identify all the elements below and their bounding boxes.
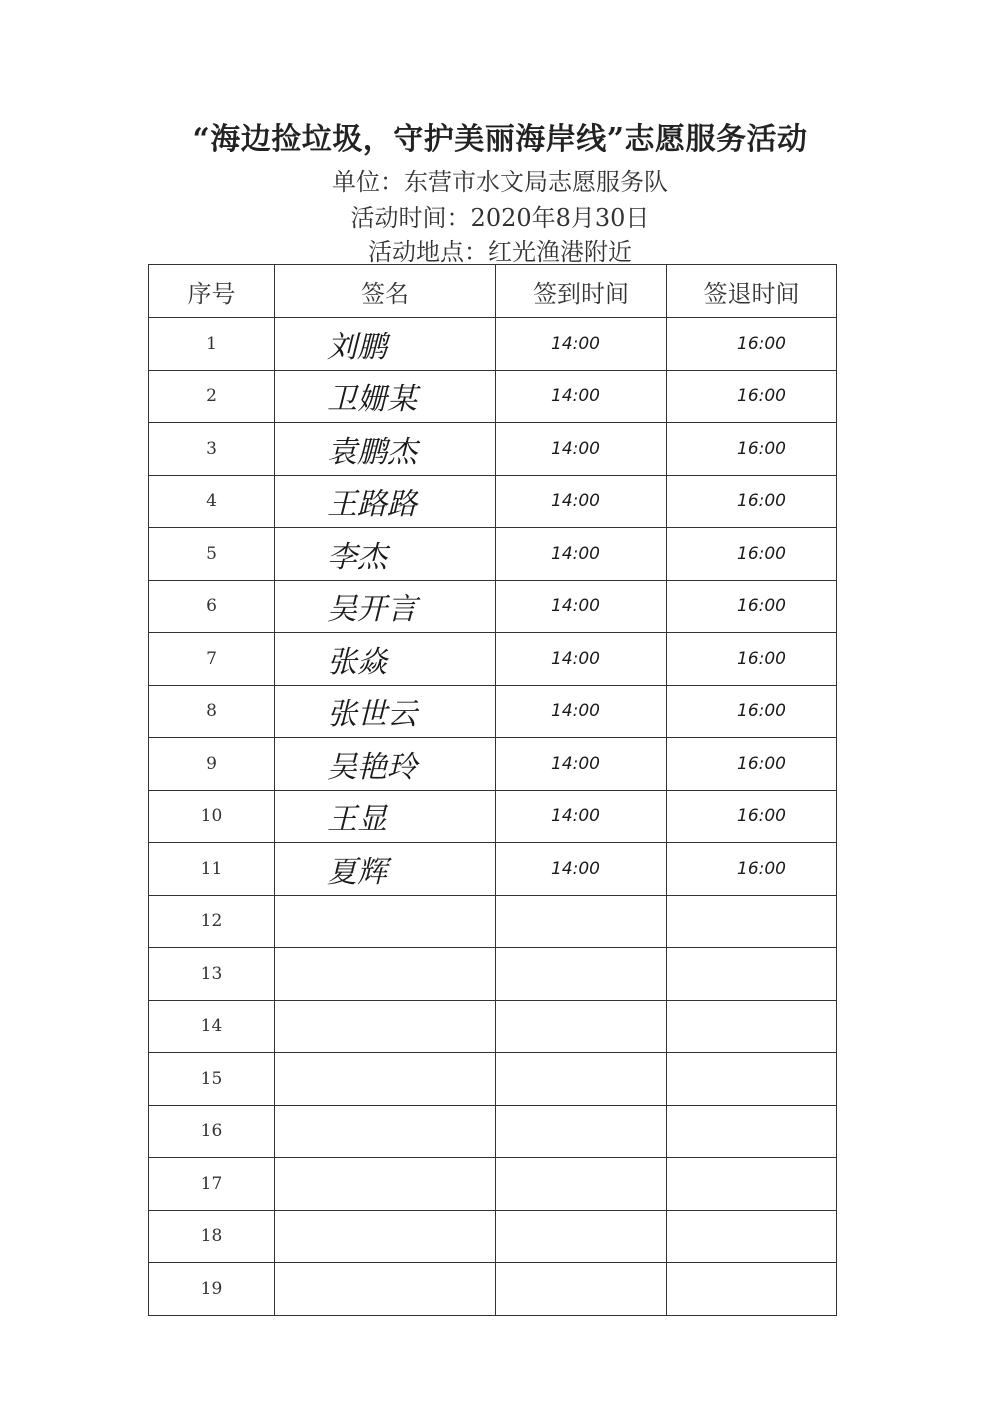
check-in-time-cell: [496, 1000, 667, 1053]
table-row: [149, 1000, 837, 1053]
row-number: 4: [149, 475, 275, 528]
signature-cell: 张世云: [275, 685, 496, 738]
check-out-time-cell: [667, 1158, 837, 1211]
check-out-time-cell: 16:00: [667, 685, 837, 738]
check-out-time-cell: 16:00: [667, 528, 837, 581]
check-in-time-cell: [496, 1158, 667, 1211]
check-out-time-cell: 16:00: [667, 843, 837, 896]
table-row: [149, 528, 837, 581]
check-in-time-cell: 14:00: [496, 528, 667, 581]
check-out-time-cell: 16:00: [667, 475, 837, 528]
table-row: [149, 738, 837, 791]
signature-cell: [275, 1053, 496, 1106]
check-in-time-cell: 14:00: [496, 790, 667, 843]
table-row: [149, 475, 837, 528]
check-in-time-cell: 14:00: [496, 370, 667, 423]
table-row: [149, 948, 837, 1001]
check-out-time-cell: 16:00: [667, 633, 837, 686]
table-row: [149, 1210, 837, 1263]
signature-cell: [275, 1000, 496, 1053]
document-title: “海边捡垃圾，守护美丽海岸线”志愿服务活动: [192, 122, 808, 157]
check-out-time-cell: [667, 1105, 837, 1158]
header-check-in-time: 签到时间: [496, 265, 667, 318]
table-row: [149, 685, 837, 738]
table-body: [149, 318, 837, 1316]
check-in-time-cell: [496, 895, 667, 948]
signature-cell: 吴艳玲: [275, 738, 496, 791]
check-out-time-cell: 16:00: [667, 423, 837, 476]
check-in-time-cell: 14:00: [496, 423, 667, 476]
check-out-time-cell: [667, 948, 837, 1001]
table-row: [149, 1263, 837, 1316]
row-number: 5: [149, 528, 275, 581]
signature-cell: 王显: [275, 790, 496, 843]
check-out-time-cell: [667, 1210, 837, 1263]
row-number: 10: [149, 790, 275, 843]
signature-cell: [275, 1105, 496, 1158]
check-out-time-cell: [667, 1000, 837, 1053]
row-number: 1: [149, 318, 275, 371]
row-number: 6: [149, 580, 275, 633]
check-in-time-cell: 14:00: [496, 685, 667, 738]
signature-cell: 李杰: [275, 528, 496, 581]
table-row: [149, 370, 837, 423]
check-out-time-cell: 16:00: [667, 790, 837, 843]
table-row: [149, 1158, 837, 1211]
check-out-time-cell: [667, 895, 837, 948]
row-number: 13: [149, 948, 275, 1001]
row-number: 16: [149, 1105, 275, 1158]
check-in-time-cell: 14:00: [496, 580, 667, 633]
signature-cell: [275, 1263, 496, 1316]
location-line: 活动地点：红光渔港附近: [368, 238, 632, 266]
row-number: 18: [149, 1210, 275, 1263]
signature-cell: [275, 1158, 496, 1211]
signature-cell: 卫姗某: [275, 370, 496, 423]
check-in-time-cell: 14:00: [496, 475, 667, 528]
signature-cell: 张焱: [275, 633, 496, 686]
row-number: 9: [149, 738, 275, 791]
table-row: [149, 1053, 837, 1106]
check-in-time-cell: [496, 1105, 667, 1158]
signature-cell: [275, 895, 496, 948]
row-number: 15: [149, 1053, 275, 1106]
row-number: 3: [149, 423, 275, 476]
row-number: 7: [149, 633, 275, 686]
signature-cell: [275, 1210, 496, 1263]
check-in-time-cell: 14:00: [496, 738, 667, 791]
row-number: 11: [149, 843, 275, 896]
row-number: 19: [149, 1263, 275, 1316]
table-row: [149, 790, 837, 843]
check-in-time-cell: 14:00: [496, 843, 667, 896]
unit-line: 单位：东营市水文局志愿服务队: [332, 168, 668, 196]
signature-cell: [275, 948, 496, 1001]
row-number: 17: [149, 1158, 275, 1211]
signature-cell: 王路路: [275, 475, 496, 528]
check-in-time-cell: [496, 1210, 667, 1263]
check-in-time-cell: 14:00: [496, 633, 667, 686]
check-out-time-cell: [667, 1263, 837, 1316]
row-number: 12: [149, 895, 275, 948]
table-row: [149, 580, 837, 633]
check-out-time-cell: 16:00: [667, 738, 837, 791]
signature-cell: 吴开言: [275, 580, 496, 633]
check-out-time-cell: [667, 1053, 837, 1106]
header-check-out-time: 签退时间: [667, 265, 837, 318]
table-row: [149, 423, 837, 476]
check-in-time-cell: [496, 948, 667, 1001]
signature-cell: 袁鹏杰: [275, 423, 496, 476]
date-line: 活动时间：2020年8月30日: [350, 204, 650, 232]
check-in-time-cell: [496, 1053, 667, 1106]
signature-cell: 刘鹏: [275, 318, 496, 371]
header-number: 序号: [149, 265, 275, 318]
header-row: [149, 265, 837, 318]
check-in-time-cell: [496, 1263, 667, 1316]
row-number: 8: [149, 685, 275, 738]
table-row: [149, 895, 837, 948]
table-row: [149, 633, 837, 686]
check-in-time-cell: 14:00: [496, 318, 667, 371]
check-out-time-cell: 16:00: [667, 580, 837, 633]
table-row: [149, 1105, 837, 1158]
row-number: 2: [149, 370, 275, 423]
check-out-time-cell: 16:00: [667, 318, 837, 371]
check-out-time-cell: 16:00: [667, 370, 837, 423]
row-number: 14: [149, 1000, 275, 1053]
table-row: [149, 318, 837, 371]
header-signature: 签名: [275, 265, 496, 318]
table-row: [149, 843, 837, 896]
sign-in-table: [148, 264, 837, 1316]
signature-cell: 夏辉: [275, 843, 496, 896]
